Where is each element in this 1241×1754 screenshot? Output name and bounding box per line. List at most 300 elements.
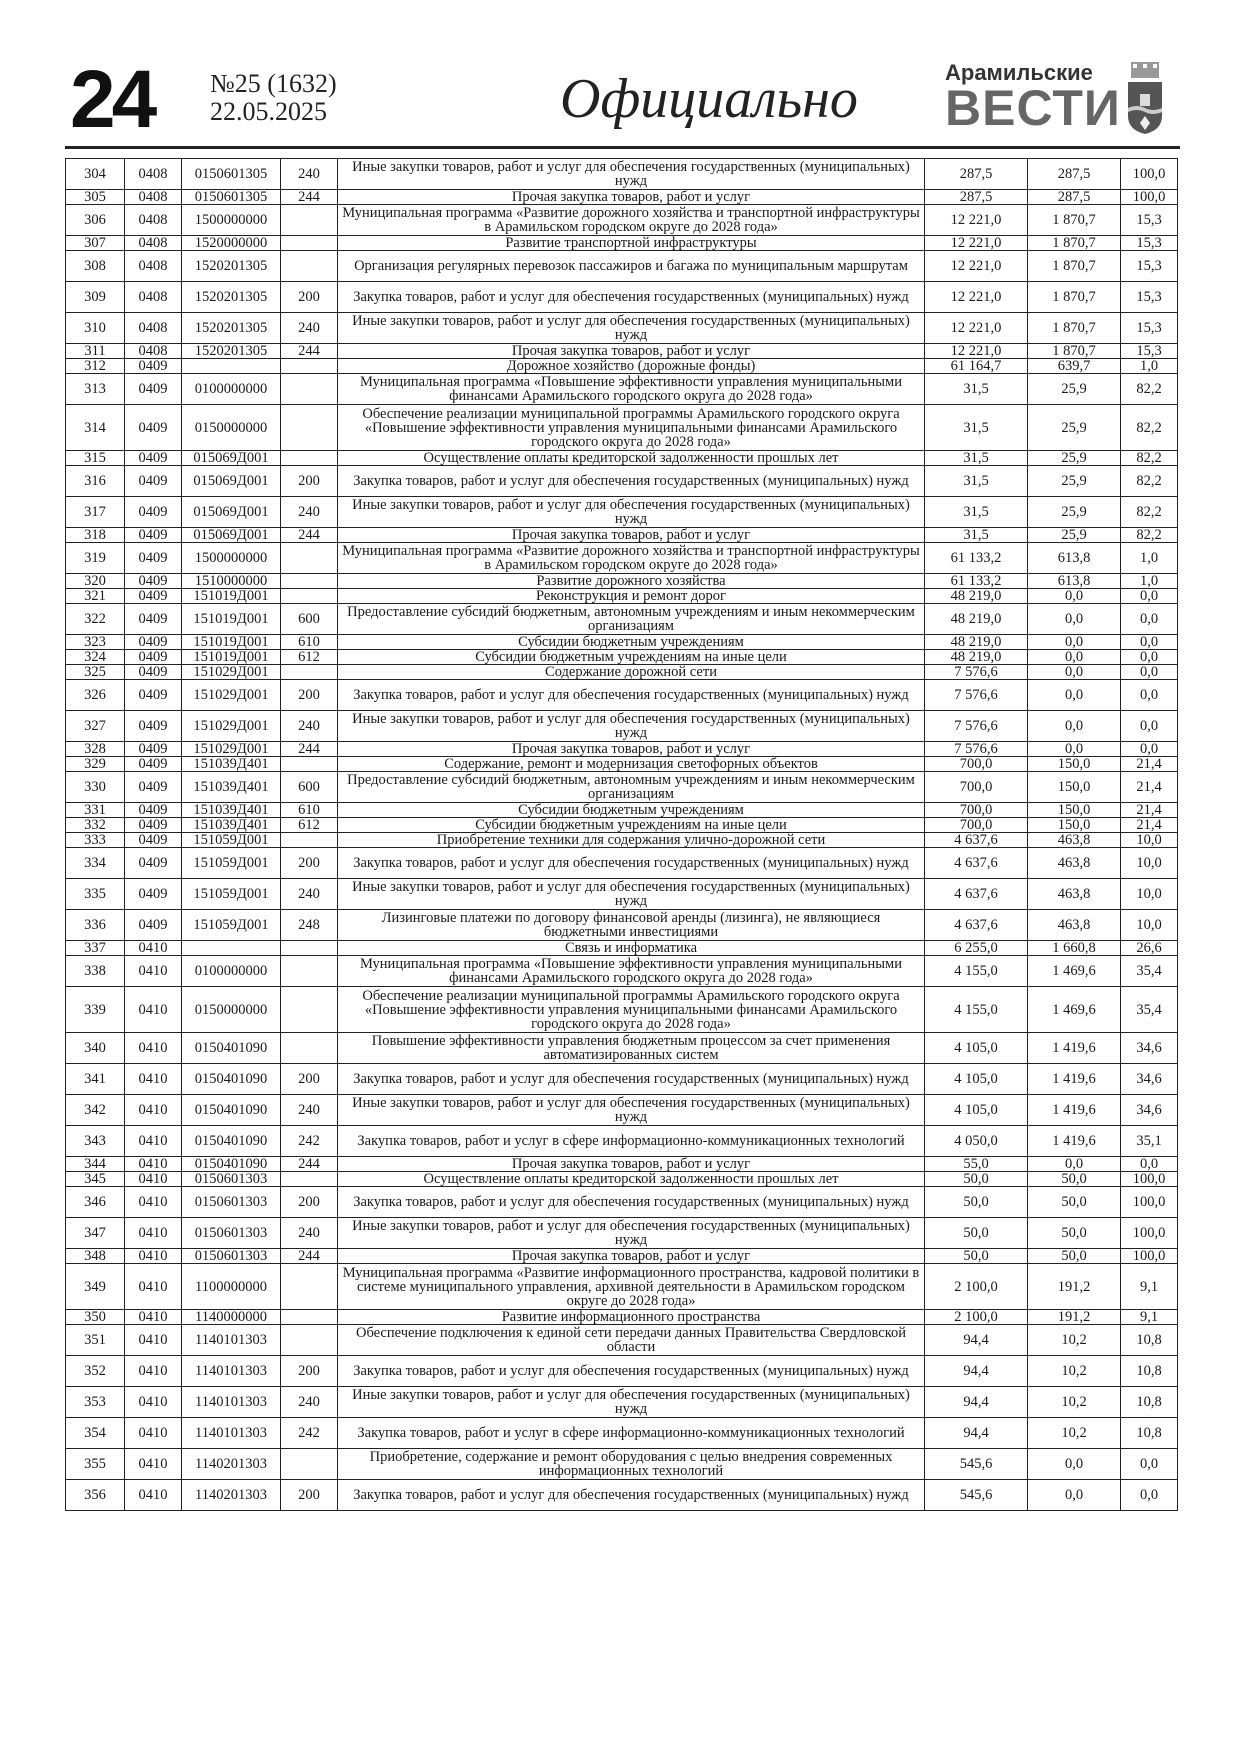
execution-percent: 10,0 [1121, 848, 1178, 879]
section-code: 0409 [125, 680, 182, 711]
executed-amount: 463,8 [1028, 879, 1121, 910]
execution-percent: 82,2 [1121, 466, 1178, 497]
planned-amount: 31,5 [925, 497, 1028, 528]
table-row [66, 497, 1178, 528]
executed-amount: 1 870,7 [1028, 251, 1121, 282]
planned-amount: 31,5 [925, 405, 1028, 451]
expense-type-code [281, 574, 338, 589]
table-row [66, 451, 1178, 466]
table-row [66, 711, 1178, 742]
target-article-code: 1140101303 [182, 1356, 281, 1387]
execution-percent: 10,0 [1121, 879, 1178, 910]
section-code: 0410 [125, 1310, 182, 1325]
section-code: 0409 [125, 833, 182, 848]
section-code: 0409 [125, 405, 182, 451]
planned-amount: 4 105,0 [925, 1064, 1028, 1095]
planned-amount: 4 637,6 [925, 848, 1028, 879]
planned-amount: 12 221,0 [925, 236, 1028, 251]
target-article-code: 1500000000 [182, 205, 281, 236]
item-name: Прочая закупка товаров, работ и услуг [338, 344, 925, 359]
planned-amount: 61 133,2 [925, 543, 1028, 574]
executed-amount: 0,0 [1028, 742, 1121, 757]
executed-amount: 0,0 [1028, 635, 1121, 650]
target-article-code: 151019Д001 [182, 589, 281, 604]
target-article-code: 151029Д001 [182, 711, 281, 742]
planned-amount: 700,0 [925, 757, 1028, 772]
expense-type-code: 200 [281, 1480, 338, 1511]
planned-amount: 7 576,6 [925, 742, 1028, 757]
row-number: 322 [66, 604, 125, 635]
expense-type-code: 200 [281, 848, 338, 879]
row-number: 316 [66, 466, 125, 497]
item-name: Иные закупки товаров, работ и услуг для обеспечения государственных (муниципальных) нужд [338, 879, 925, 910]
planned-amount: 6 255,0 [925, 941, 1028, 956]
row-number: 331 [66, 803, 125, 818]
target-article-code: 151019Д001 [182, 650, 281, 665]
item-name: Закупка товаров, работ и услуг в сфере информационно-коммуникационных технологий [338, 1126, 925, 1157]
row-number: 306 [66, 205, 125, 236]
row-number: 311 [66, 344, 125, 359]
item-name: Муниципальная программа «Развитие дорожного хозяйства и транспортной инфраструктуры в Арамильском городском округе до 2028 года» [338, 543, 925, 574]
execution-percent: 34,6 [1121, 1095, 1178, 1126]
executed-amount: 463,8 [1028, 848, 1121, 879]
execution-percent: 15,3 [1121, 313, 1178, 344]
executed-amount: 613,8 [1028, 574, 1121, 589]
expense-type-code: 200 [281, 1187, 338, 1218]
planned-amount: 287,5 [925, 190, 1028, 205]
target-article-code: 0150601305 [182, 159, 281, 190]
execution-percent: 100,0 [1121, 1249, 1178, 1264]
expense-type-code [281, 665, 338, 680]
target-article-code: 0150601303 [182, 1172, 281, 1187]
table-row [66, 848, 1178, 879]
row-number: 355 [66, 1449, 125, 1480]
newspaper-logo [945, 60, 1121, 136]
executed-amount: 10,2 [1028, 1325, 1121, 1356]
execution-percent: 0,0 [1121, 635, 1178, 650]
expense-type-code: 244 [281, 344, 338, 359]
executed-amount: 10,2 [1028, 1356, 1121, 1387]
planned-amount: 94,4 [925, 1356, 1028, 1387]
item-name: Содержание, ремонт и модернизация светофорных объектов [338, 757, 925, 772]
planned-amount: 2 100,0 [925, 1310, 1028, 1325]
planned-amount: 50,0 [925, 1187, 1028, 1218]
table-row [66, 772, 1178, 803]
item-name: Обеспечение реализации муниципальной программы Арамильского городского округа «Повышение эффективности управления муниципальными финансами Арамильского городского округа до 2028 года» [338, 987, 925, 1033]
expense-type-code: 244 [281, 528, 338, 543]
expense-type-code: 240 [281, 497, 338, 528]
section-code: 0408 [125, 159, 182, 190]
execution-percent: 34,6 [1121, 1064, 1178, 1095]
issue-date: 22.05.2025 [210, 97, 327, 126]
table-row [66, 1418, 1178, 1449]
executed-amount: 50,0 [1028, 1218, 1121, 1249]
section-code: 0409 [125, 848, 182, 879]
row-number: 350 [66, 1310, 125, 1325]
execution-percent: 21,4 [1121, 803, 1178, 818]
executed-amount: 25,9 [1028, 497, 1121, 528]
table-row [66, 205, 1178, 236]
item-name: Иные закупки товаров, работ и услуг для обеспечения государственных (муниципальных) нужд [338, 1387, 925, 1418]
expense-type-code [281, 451, 338, 466]
execution-percent: 1,0 [1121, 359, 1178, 374]
execution-percent: 100,0 [1121, 159, 1178, 190]
expense-type-code [281, 987, 338, 1033]
executed-amount: 0,0 [1028, 1480, 1121, 1511]
execution-percent: 15,3 [1121, 344, 1178, 359]
row-number: 347 [66, 1218, 125, 1249]
expense-type-code: 610 [281, 803, 338, 818]
target-article-code: 0150601303 [182, 1187, 281, 1218]
planned-amount: 4 105,0 [925, 1033, 1028, 1064]
expense-type-code [281, 205, 338, 236]
planned-amount: 31,5 [925, 466, 1028, 497]
expense-type-code [281, 236, 338, 251]
item-name: Субсидии бюджетным учреждениям [338, 803, 925, 818]
section-code: 0409 [125, 879, 182, 910]
target-article-code: 1140201303 [182, 1480, 281, 1511]
target-article-code: 151039Д401 [182, 818, 281, 833]
executed-amount: 191,2 [1028, 1264, 1121, 1310]
execution-percent: 0,0 [1121, 1449, 1178, 1480]
execution-percent: 100,0 [1121, 190, 1178, 205]
row-number: 315 [66, 451, 125, 466]
execution-percent: 15,3 [1121, 282, 1178, 313]
row-number: 356 [66, 1480, 125, 1511]
planned-amount: 61 164,7 [925, 359, 1028, 374]
row-number: 344 [66, 1157, 125, 1172]
target-article-code: 0150601303 [182, 1218, 281, 1249]
table-row [66, 543, 1178, 574]
expense-type-code [281, 359, 338, 374]
target-article-code: 1140101303 [182, 1387, 281, 1418]
table-row [66, 466, 1178, 497]
item-name: Развитие транспортной инфраструктуры [338, 236, 925, 251]
item-name: Приобретение техники для содержания улично-дорожной сети [338, 833, 925, 848]
row-number: 351 [66, 1325, 125, 1356]
section-code: 0410 [125, 1126, 182, 1157]
row-number: 332 [66, 818, 125, 833]
target-article-code: 0150401090 [182, 1157, 281, 1172]
item-name: Иные закупки товаров, работ и услуг для обеспечения государственных (муниципальных) нужд [338, 711, 925, 742]
row-number: 304 [66, 159, 125, 190]
table-row [66, 956, 1178, 987]
target-article-code: 151029Д001 [182, 742, 281, 757]
target-article-code: 151019Д001 [182, 604, 281, 635]
execution-percent: 15,3 [1121, 236, 1178, 251]
execution-percent: 82,2 [1121, 451, 1178, 466]
section-code: 0410 [125, 1325, 182, 1356]
target-article-code: 151029Д001 [182, 680, 281, 711]
expense-type-code [281, 956, 338, 987]
execution-percent: 10,0 [1121, 910, 1178, 941]
expense-type-code: 244 [281, 1249, 338, 1264]
row-number: 338 [66, 956, 125, 987]
planned-amount: 61 133,2 [925, 574, 1028, 589]
section-code: 0409 [125, 910, 182, 941]
executed-amount: 1 469,6 [1028, 956, 1121, 987]
table-row [66, 190, 1178, 205]
section-code: 0410 [125, 1172, 182, 1187]
item-name: Содержание дорожной сети [338, 665, 925, 680]
table-row [66, 650, 1178, 665]
planned-amount: 7 576,6 [925, 680, 1028, 711]
section-code: 0408 [125, 313, 182, 344]
execution-percent: 100,0 [1121, 1187, 1178, 1218]
page-header [70, 54, 1180, 145]
planned-amount: 50,0 [925, 1249, 1028, 1264]
execution-percent: 0,0 [1121, 1480, 1178, 1511]
item-name: Лизинговые платежи по договору финансовой аренды (лизинга), не являющиеся бюджетными инвестициями [338, 910, 925, 941]
table-row [66, 1310, 1178, 1325]
table-row [66, 405, 1178, 451]
row-number: 309 [66, 282, 125, 313]
table-row [66, 604, 1178, 635]
planned-amount: 4 155,0 [925, 987, 1028, 1033]
section-code: 0410 [125, 1356, 182, 1387]
row-number: 312 [66, 359, 125, 374]
expense-type-code [281, 1033, 338, 1064]
planned-amount: 4 637,6 [925, 910, 1028, 941]
row-number: 307 [66, 236, 125, 251]
row-number: 321 [66, 589, 125, 604]
target-article-code: 1520201305 [182, 282, 281, 313]
table-row [66, 757, 1178, 772]
row-number: 345 [66, 1172, 125, 1187]
row-number: 313 [66, 374, 125, 405]
executed-amount: 1 419,6 [1028, 1126, 1121, 1157]
planned-amount: 55,0 [925, 1157, 1028, 1172]
item-name: Дорожное хозяйство (дорожные фонды) [338, 359, 925, 374]
executed-amount: 0,0 [1028, 1157, 1121, 1172]
table-row [66, 359, 1178, 374]
expense-type-code: 248 [281, 910, 338, 941]
execution-percent: 82,2 [1121, 528, 1178, 543]
expense-type-code: 200 [281, 1356, 338, 1387]
execution-percent: 15,3 [1121, 205, 1178, 236]
item-name: Обеспечение подключения к единой сети передачи данных Правительства Свердловской области [338, 1325, 925, 1356]
row-number: 341 [66, 1064, 125, 1095]
executed-amount: 1 870,7 [1028, 313, 1121, 344]
section-code: 0409 [125, 757, 182, 772]
execution-percent: 0,0 [1121, 742, 1178, 757]
executed-amount: 25,9 [1028, 374, 1121, 405]
section-code: 0410 [125, 1387, 182, 1418]
executed-amount: 1 870,7 [1028, 205, 1121, 236]
execution-percent: 35,4 [1121, 987, 1178, 1033]
table-row [66, 1033, 1178, 1064]
target-article-code: 0150401090 [182, 1095, 281, 1126]
expense-type-code [281, 405, 338, 451]
planned-amount: 94,4 [925, 1418, 1028, 1449]
expense-type-code [281, 1449, 338, 1480]
target-article-code [182, 941, 281, 956]
issue-number: №25 (1632) [210, 69, 337, 98]
page-number: 24 [70, 54, 154, 145]
executed-amount: 10,2 [1028, 1418, 1121, 1449]
planned-amount: 545,6 [925, 1449, 1028, 1480]
planned-amount: 7 576,6 [925, 711, 1028, 742]
execution-percent: 10,8 [1121, 1418, 1178, 1449]
section-code: 0409 [125, 711, 182, 742]
section-code: 0409 [125, 742, 182, 757]
execution-percent: 9,1 [1121, 1264, 1178, 1310]
item-name: Повышение эффективности управления бюджетным процессом за счет применения автоматизированных систем [338, 1033, 925, 1064]
planned-amount: 12 221,0 [925, 205, 1028, 236]
planned-amount: 12 221,0 [925, 313, 1028, 344]
target-article-code [182, 359, 281, 374]
table-row [66, 282, 1178, 313]
row-number: 324 [66, 650, 125, 665]
expense-type-code: 600 [281, 772, 338, 803]
row-number: 320 [66, 574, 125, 589]
executed-amount: 10,2 [1028, 1387, 1121, 1418]
execution-percent: 0,0 [1121, 680, 1178, 711]
expense-type-code: 244 [281, 742, 338, 757]
executed-amount: 1 660,8 [1028, 941, 1121, 956]
table-row [66, 1264, 1178, 1310]
planned-amount: 7 576,6 [925, 665, 1028, 680]
target-article-code: 0150000000 [182, 405, 281, 451]
planned-amount: 4 050,0 [925, 1126, 1028, 1157]
section-code: 0410 [125, 941, 182, 956]
target-article-code: 1140101303 [182, 1418, 281, 1449]
item-name: Предоставление субсидий бюджетным, автономным учреждениям и иным некоммерческим организациям [338, 772, 925, 803]
target-article-code: 1100000000 [182, 1264, 281, 1310]
execution-percent: 82,2 [1121, 405, 1178, 451]
target-article-code: 0150601305 [182, 190, 281, 205]
row-number: 329 [66, 757, 125, 772]
section-code: 0409 [125, 451, 182, 466]
expense-type-code [281, 833, 338, 848]
target-article-code: 1520201305 [182, 251, 281, 282]
target-article-code: 151059Д001 [182, 910, 281, 941]
table-row [66, 818, 1178, 833]
target-article-code: 015069Д001 [182, 497, 281, 528]
executed-amount: 0,0 [1028, 665, 1121, 680]
section-title: Официально [560, 68, 858, 130]
planned-amount: 48 219,0 [925, 650, 1028, 665]
item-name: Закупка товаров, работ и услуг для обеспечения государственных (муниципальных) нужд [338, 1064, 925, 1095]
row-number: 343 [66, 1126, 125, 1157]
table-row [66, 665, 1178, 680]
execution-percent: 82,2 [1121, 497, 1178, 528]
budget-table [65, 158, 1178, 1511]
row-number: 349 [66, 1264, 125, 1310]
item-name: Муниципальная программа «Развитие дорожного хозяйства и транспортной инфраструктуры в Арамильском городском округе до 2028 года» [338, 205, 925, 236]
planned-amount: 4 637,6 [925, 879, 1028, 910]
item-name: Закупка товаров, работ и услуг для обеспечения государственных (муниципальных) нужд [338, 680, 925, 711]
expense-type-code: 610 [281, 635, 338, 650]
table-row [66, 879, 1178, 910]
item-name: Закупка товаров, работ и услуг для обеспечения государственных (муниципальных) нужд [338, 1356, 925, 1387]
planned-amount: 48 219,0 [925, 604, 1028, 635]
execution-percent: 10,0 [1121, 833, 1178, 848]
planned-amount: 50,0 [925, 1218, 1028, 1249]
item-name: Закупка товаров, работ и услуг для обеспечения государственных (муниципальных) нужд [338, 1187, 925, 1218]
expense-type-code: 240 [281, 313, 338, 344]
table-row [66, 833, 1178, 848]
row-number: 346 [66, 1187, 125, 1218]
planned-amount: 12 221,0 [925, 251, 1028, 282]
target-article-code: 0150601303 [182, 1249, 281, 1264]
executed-amount: 287,5 [1028, 159, 1121, 190]
item-name: Развитие дорожного хозяйства [338, 574, 925, 589]
section-code: 0408 [125, 236, 182, 251]
executed-amount: 613,8 [1028, 543, 1121, 574]
item-name: Субсидии бюджетным учреждениям [338, 635, 925, 650]
section-code: 0410 [125, 1218, 182, 1249]
item-name: Развитие информационного пространства [338, 1310, 925, 1325]
target-article-code: 151039Д401 [182, 757, 281, 772]
row-number: 334 [66, 848, 125, 879]
target-article-code: 0100000000 [182, 374, 281, 405]
expense-type-code [281, 543, 338, 574]
section-code: 0409 [125, 528, 182, 543]
section-code: 0409 [125, 818, 182, 833]
execution-percent: 0,0 [1121, 711, 1178, 742]
item-name: Иные закупки товаров, работ и услуг для обеспечения государственных (муниципальных) нужд [338, 159, 925, 190]
item-name: Закупка товаров, работ и услуг для обеспечения государственных (муниципальных) нужд [338, 1480, 925, 1511]
execution-percent: 10,8 [1121, 1387, 1178, 1418]
section-code: 0409 [125, 574, 182, 589]
planned-amount: 287,5 [925, 159, 1028, 190]
row-number: 330 [66, 772, 125, 803]
target-article-code: 0100000000 [182, 956, 281, 987]
row-number: 348 [66, 1249, 125, 1264]
executed-amount: 25,9 [1028, 451, 1121, 466]
executed-amount: 0,0 [1028, 1449, 1121, 1480]
section-code: 0409 [125, 635, 182, 650]
item-name: Закупка товаров, работ и услуг для обеспечения государственных (муниципальных) нужд [338, 282, 925, 313]
planned-amount: 700,0 [925, 803, 1028, 818]
planned-amount: 12 221,0 [925, 282, 1028, 313]
expense-type-code: 244 [281, 1157, 338, 1172]
table-row [66, 159, 1178, 190]
execution-percent: 0,0 [1121, 604, 1178, 635]
executed-amount: 1 419,6 [1028, 1033, 1121, 1064]
table-row [66, 1325, 1178, 1356]
target-article-code: 1520201305 [182, 344, 281, 359]
execution-percent: 21,4 [1121, 818, 1178, 833]
table-row [66, 313, 1178, 344]
expense-type-code [281, 374, 338, 405]
execution-percent: 35,1 [1121, 1126, 1178, 1157]
row-number: 337 [66, 941, 125, 956]
target-article-code: 151029Д001 [182, 665, 281, 680]
item-name: Прочая закупка товаров, работ и услуг [338, 1249, 925, 1264]
target-article-code: 151059Д001 [182, 848, 281, 879]
executed-amount: 191,2 [1028, 1310, 1121, 1325]
target-article-code: 151059Д001 [182, 879, 281, 910]
item-name: Закупка товаров, работ и услуг для обеспечения государственных (муниципальных) нужд [338, 466, 925, 497]
section-code: 0408 [125, 190, 182, 205]
item-name: Предоставление субсидий бюджетным, автономным учреждениям и иным некоммерческим организациям [338, 604, 925, 635]
planned-amount: 545,6 [925, 1480, 1028, 1511]
target-article-code: 0150000000 [182, 987, 281, 1033]
planned-amount: 31,5 [925, 451, 1028, 466]
execution-percent: 15,3 [1121, 251, 1178, 282]
execution-percent: 0,0 [1121, 650, 1178, 665]
executed-amount: 639,7 [1028, 359, 1121, 374]
planned-amount: 4 155,0 [925, 956, 1028, 987]
expense-type-code: 200 [281, 680, 338, 711]
table-row [66, 803, 1178, 818]
target-article-code: 1140000000 [182, 1310, 281, 1325]
expense-type-code: 240 [281, 711, 338, 742]
expense-type-code: 612 [281, 818, 338, 833]
planned-amount: 94,4 [925, 1325, 1028, 1356]
